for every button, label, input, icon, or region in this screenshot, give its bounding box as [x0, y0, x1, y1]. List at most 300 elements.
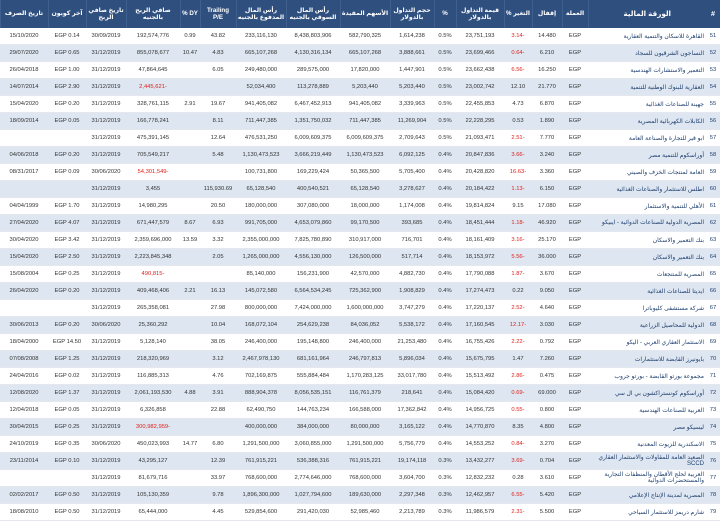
table-row[interactable]: [0, 419, 720, 436]
currency-cell: EGP: [562, 28, 588, 45]
currency-cell: EGP: [562, 317, 588, 334]
table-row[interactable]: [0, 62, 720, 79]
trade-value-usd-cell: 23,751,193: [456, 28, 504, 45]
row-index: 52: [706, 45, 720, 62]
table-row[interactable]: [0, 181, 720, 198]
security-name-link[interactable]: شركة مستشفى كليوباترا: [588, 300, 706, 317]
table-row[interactable]: [0, 436, 720, 453]
listed-shares-cell: 52,985,460: [340, 504, 390, 521]
trade-volume-usd-cell: 3,278,627: [390, 181, 434, 198]
change-percent-cell: -5.56: [504, 249, 532, 266]
row-index: 72: [706, 385, 720, 402]
pe-cell: 16.13: [200, 283, 236, 300]
dy-cell: 10.47: [180, 45, 200, 62]
close-price-cell: 9.050: [532, 283, 562, 300]
paid-capital-cell: 180,000,000: [236, 198, 286, 215]
trade-volume-usd-cell: 33,017,780: [390, 368, 434, 385]
coupon-cell: [48, 181, 86, 198]
pe-cell: 3.12: [200, 351, 236, 368]
change-percent-cell: -6.55: [504, 487, 532, 504]
net-profit-cell: 6,326,858: [126, 402, 180, 419]
net-profit-cell: 25,360,292: [126, 317, 180, 334]
dy-cell: [180, 164, 200, 181]
paid-capital-cell: 85,140,000: [236, 266, 286, 283]
net-profit-cell: 2,061,193,530: [126, 385, 180, 402]
dy-cell: 13.59: [180, 232, 200, 249]
dy-cell: [180, 368, 200, 385]
currency-cell: EGP: [562, 266, 588, 283]
security-name-link[interactable]: الأهلي للتنمية والاستثمار: [588, 198, 706, 215]
listed-shares-cell: 5,203,440: [340, 79, 390, 96]
table-row[interactable]: [0, 470, 720, 487]
coupon-cell: EGP 2.90: [48, 79, 86, 96]
market-cap-cell: 3,060,855,000: [286, 436, 340, 453]
header-currency[interactable]: العملة: [562, 0, 588, 28]
paid-capital-cell: 941,405,082: [236, 96, 286, 113]
header-dy[interactable]: DY %: [180, 0, 200, 28]
security-name-link[interactable]: العامة لمنتجات الخزف والصيني: [588, 164, 706, 181]
pay-date-cell: 15/10/2020: [0, 28, 48, 45]
percent-cell: 0.4%: [434, 385, 456, 402]
net-profit-cell: 705,549,217: [126, 147, 180, 164]
trade-value-usd-cell: 14,770,870: [456, 419, 504, 436]
pay-date-cell: [0, 470, 48, 487]
profit-date-cell: 31/12/2019: [86, 504, 126, 521]
percent-cell: 0.4%: [434, 419, 456, 436]
listed-shares-cell: 582,790,325: [340, 28, 390, 45]
security-name-link[interactable]: العربية لحلج الأقطان والمنظفات التجارية والمستحضرات الدوائية: [588, 470, 706, 487]
table-row[interactable]: [0, 368, 720, 385]
security-name-link[interactable]: المصرية لمدينة الإنتاج الإعلامي: [588, 487, 706, 504]
pe-cell: 38.05: [200, 334, 236, 351]
dy-cell: [180, 79, 200, 96]
profit-date-cell: 31/12/2019: [86, 300, 126, 317]
profit-date-cell: 31/12/2019: [86, 79, 126, 96]
security-name-link[interactable]: الاستثمار العقاري العربي - اليكو: [588, 334, 706, 351]
trade-value-usd-cell: 21,093,471: [456, 130, 504, 147]
profit-date-cell: 31/12/2019: [86, 487, 126, 504]
currency-cell: EGP: [562, 198, 588, 215]
security-name-link[interactable]: مجموعة بورتو القابضة - بورتو جروب: [588, 368, 706, 385]
change-percent-cell: 1.47: [504, 351, 532, 368]
pay-date-cell: 24/04/2016: [0, 368, 48, 385]
table-row[interactable]: [0, 504, 720, 521]
trade-value-usd-cell: 23,002,742: [456, 79, 504, 96]
trade-value-usd-cell: 17,790,088: [456, 266, 504, 283]
listed-shares-cell: 50,365,500: [340, 164, 390, 181]
listed-shares-cell: 166,588,000: [340, 402, 390, 419]
paid-capital-cell: 702,169,875: [236, 368, 286, 385]
header-coupon[interactable]: آخر كوبون: [48, 0, 86, 28]
listed-shares-cell: 17,820,000: [340, 62, 390, 79]
table-row[interactable]: [0, 351, 720, 368]
table-row[interactable]: [0, 130, 720, 147]
pe-cell: 22.88: [200, 402, 236, 419]
close-price-cell: 6.150: [532, 181, 562, 198]
dy-cell: 2.91: [180, 96, 200, 113]
table-row[interactable]: [0, 317, 720, 334]
security-name-link[interactable]: ليسيكو مصر: [588, 419, 706, 436]
trade-volume-usd-cell: 3,888,661: [390, 45, 434, 62]
coupon-cell: EGP 4.07: [48, 215, 86, 232]
coupon-cell: EGP 0.05: [48, 402, 86, 419]
net-profit-cell: 5,128,140: [126, 334, 180, 351]
percent-cell: 0.3%: [434, 504, 456, 521]
security-name-link[interactable]: العربية للصناعات الهندسية: [588, 402, 706, 419]
dy-cell: [180, 249, 200, 266]
table-row[interactable]: [0, 385, 720, 402]
pay-date-cell: 29/07/2020: [0, 45, 48, 62]
trade-volume-usd-cell: 2,709,643: [390, 130, 434, 147]
coupon-cell: EGP 0.25: [48, 419, 86, 436]
change-percent-cell: -0.55: [504, 402, 532, 419]
currency-cell: EGP: [562, 300, 588, 317]
security-name-link[interactable]: ايديتا للصناعات الغذائية: [588, 283, 706, 300]
row-index: 53: [706, 62, 720, 79]
profit-date-cell: 31/12/2019: [86, 470, 126, 487]
security-name-link[interactable]: القاهرة للاسكان والتنمية العقارية: [588, 28, 706, 45]
percent-cell: 0.4%: [434, 334, 456, 351]
market-cap-cell: 156,231,900: [286, 266, 340, 283]
dy-cell: [180, 62, 200, 79]
trade-volume-usd-cell: 5,896,034: [390, 351, 434, 368]
row-index: 66: [706, 283, 720, 300]
market-cap-cell: 536,388,316: [286, 453, 340, 470]
header-volume-usd[interactable]: حجم التداول بالدولار: [390, 0, 434, 28]
close-price-cell: 3.270: [532, 436, 562, 453]
trade-value-usd-cell: 12,832,232: [456, 470, 504, 487]
table-row[interactable]: [0, 198, 720, 215]
pe-cell: [200, 266, 236, 283]
table-row[interactable]: [0, 249, 720, 266]
pe-cell: [200, 164, 236, 181]
row-index: 67: [706, 300, 720, 317]
dy-cell: [180, 181, 200, 198]
pe-cell: 6.93: [200, 215, 236, 232]
trade-value-usd-cell: 11,986,579: [456, 504, 504, 521]
change-percent-cell: -3.69: [504, 453, 532, 470]
listed-shares-cell: 1,600,000,000: [340, 300, 390, 317]
net-profit-cell: 81,679,716: [126, 470, 180, 487]
trade-volume-usd-cell: 1,174,008: [390, 198, 434, 215]
security-name-link[interactable]: الصعيد العامة للمقاولات والاستثمار العقاري SCCD: [588, 453, 706, 470]
pe-cell: 4.76: [200, 368, 236, 385]
header-change[interactable]: التغير %: [504, 0, 532, 28]
trade-value-usd-cell: 13,432,277: [456, 453, 504, 470]
header-profit-date[interactable]: تاريخ صافي الربح: [86, 0, 126, 28]
pe-cell: 2.05: [200, 249, 236, 266]
table-row[interactable]: [0, 164, 720, 181]
market-cap-cell: 144,763,234: [286, 402, 340, 419]
trade-volume-usd-cell: 716,701: [390, 232, 434, 249]
percent-cell: 0.5%: [434, 130, 456, 147]
trade-value-usd-cell: 18,153,972: [456, 249, 504, 266]
header-pct[interactable]: %: [434, 0, 456, 28]
currency-cell: EGP: [562, 283, 588, 300]
table-row[interactable]: [0, 334, 720, 351]
market-cap-cell: 289,575,000: [286, 62, 340, 79]
pay-date-cell: 24/10/2019: [0, 436, 48, 453]
change-percent-cell: -0.69: [504, 385, 532, 402]
security-name-link[interactable]: الدولية للمحاصيل الزراعية: [588, 317, 706, 334]
row-index: 79: [706, 504, 720, 521]
coupon-cell: EGP 0.02: [48, 368, 86, 385]
close-price-cell: 0.800: [532, 402, 562, 419]
close-price-cell: 4.640: [532, 300, 562, 317]
paid-capital-cell: 888,904,378: [236, 385, 286, 402]
coupon-cell: EGP 0.10: [48, 453, 86, 470]
dy-cell: [180, 453, 200, 470]
trade-volume-usd-cell: 11,269,904: [390, 113, 434, 130]
dy-cell: [180, 419, 200, 436]
paid-capital-cell: 100,731,800: [236, 164, 286, 181]
trade-value-usd-cell: 14,553,252: [456, 436, 504, 453]
paid-capital-cell: 761,915,221: [236, 453, 286, 470]
change-percent-cell: 12.10: [504, 79, 532, 96]
market-cap-cell: 1,351,750,032: [286, 113, 340, 130]
trade-volume-usd-cell: 19,174,118: [390, 453, 434, 470]
security-name-link[interactable]: المصرية الدولية للصناعات الدوائية - ايبيكو: [588, 215, 706, 232]
close-price-cell: 6.210: [532, 45, 562, 62]
row-index: 59: [706, 164, 720, 181]
change-percent-cell: 0.53: [504, 113, 532, 130]
listed-shares-cell: 711,447,385: [340, 113, 390, 130]
net-profit-cell: 192,574,776: [126, 28, 180, 45]
pe-cell: 19.67: [200, 96, 236, 113]
percent-cell: 0.4%: [434, 283, 456, 300]
security-name-link[interactable]: العقارية للبنوك الوطنية للتنمية: [588, 79, 706, 96]
trade-volume-usd-cell: 5,705,400: [390, 164, 434, 181]
security-name-link[interactable]: ابو قير للتجارة والصناعة العامة: [588, 130, 706, 147]
profit-date-cell: 31/12/2019: [86, 283, 126, 300]
listed-shares-cell: 189,630,000: [340, 487, 390, 504]
listed-shares-cell: 6,009,609,375: [340, 130, 390, 147]
security-name-link[interactable]: التعمير والاستشارات الهندسية: [588, 62, 706, 79]
coupon-cell: EGP 0.09: [48, 164, 86, 181]
pe-cell: 9.78: [200, 487, 236, 504]
profit-date-cell: 31/12/2019: [86, 453, 126, 470]
market-cap-cell: 1,027,794,600: [286, 487, 340, 504]
change-percent-cell: -2.31: [504, 504, 532, 521]
table-row[interactable]: [0, 487, 720, 504]
close-price-cell: 3.610: [532, 470, 562, 487]
security-name-link[interactable]: الاسكندرية للزيوت المعدنية: [588, 436, 706, 453]
net-profit-cell: 47,864,645: [126, 62, 180, 79]
listed-shares-cell: 1,170,283,125: [340, 368, 390, 385]
change-percent-cell: 4.73: [504, 96, 532, 113]
table-row[interactable]: [0, 45, 720, 62]
table-row[interactable]: [0, 215, 720, 232]
profit-date-cell: 31/12/2019: [86, 113, 126, 130]
pay-date-cell: 08/31/2017: [0, 164, 48, 181]
percent-cell: 0.3%: [434, 470, 456, 487]
pe-cell: 4.45: [200, 504, 236, 521]
listed-shares-cell: 18,000,000: [340, 198, 390, 215]
close-price-cell: 1.890: [532, 113, 562, 130]
close-price-cell: 0.792: [532, 334, 562, 351]
dy-cell: [180, 402, 200, 419]
profit-date-cell: 30/06/2020: [86, 164, 126, 181]
row-index: 65: [706, 266, 720, 283]
currency-cell: EGP: [562, 487, 588, 504]
security-name-link[interactable]: النساجون الشرقيون للسجاد: [588, 45, 706, 62]
currency-cell: EGP: [562, 164, 588, 181]
row-index: 77: [706, 470, 720, 487]
pay-date-cell: 04/04/1999: [0, 198, 48, 215]
change-percent-cell: 8.35: [504, 419, 532, 436]
trade-value-usd-cell: 23,662,438: [456, 62, 504, 79]
paid-capital-cell: 768,600,000: [236, 470, 286, 487]
market-cap-cell: 4,130,316,134: [286, 45, 340, 62]
listed-shares-cell: 768,600,000: [340, 470, 390, 487]
security-name-link[interactable]: أوراسكوم كونستراكشون بي ال سي: [588, 385, 706, 402]
paid-capital-cell: 665,107,268: [236, 45, 286, 62]
coupon-cell: EGP 0.50: [48, 504, 86, 521]
change-percent-cell: -2.51: [504, 130, 532, 147]
trade-value-usd-cell: 17,274,473: [456, 283, 504, 300]
currency-cell: EGP: [562, 419, 588, 436]
row-index: 51: [706, 28, 720, 45]
profit-date-cell: 31/12/2019: [86, 249, 126, 266]
currency-cell: EGP: [562, 504, 588, 521]
dy-cell: 14.77: [180, 436, 200, 453]
pay-date-cell: 18/04/2000: [0, 334, 48, 351]
currency-cell: EGP: [562, 334, 588, 351]
trade-volume-usd-cell: 5,203,440: [390, 79, 434, 96]
close-price-cell: 14.480: [532, 28, 562, 45]
row-index: 69: [706, 334, 720, 351]
paid-capital-cell: 991,705,000: [236, 215, 286, 232]
trade-volume-usd-cell: 1,614,238: [390, 28, 434, 45]
table-row[interactable]: [0, 453, 720, 470]
listed-shares-cell: 80,000,000: [340, 419, 390, 436]
security-name-link[interactable]: شارم دريمز للاستثمار السياحي: [588, 504, 706, 521]
trade-value-usd-cell: 15,084,420: [456, 385, 504, 402]
row-index: 75: [706, 436, 720, 453]
close-price-cell: 46.920: [532, 215, 562, 232]
coupon-cell: EGP 0.20: [48, 96, 86, 113]
pay-date-cell: 15/08/2004: [0, 266, 48, 283]
security-name-link[interactable]: بنك التعمير والاسكان: [588, 249, 706, 266]
dy-cell: [180, 113, 200, 130]
trade-volume-usd-cell: 2,297,348: [390, 487, 434, 504]
table-row[interactable]: [0, 402, 720, 419]
market-cap-cell: 7,825,780,890: [286, 232, 340, 249]
security-name-link[interactable]: أوراسكوم للتنمية مصر: [588, 147, 706, 164]
header-value-usd[interactable]: قيمة التداول بالدولار: [456, 0, 504, 28]
header-listed-shares[interactable]: الأسهم المقيدة: [340, 0, 390, 28]
header-paid-capital[interactable]: رأس المال المدفوع بالجنيه: [236, 0, 286, 28]
market-cap-cell: 307,080,000: [286, 198, 340, 215]
net-profit-cell: 14,980,295: [126, 198, 180, 215]
header-close[interactable]: إقفال: [532, 0, 562, 28]
pay-date-cell: 26/04/2018: [0, 62, 48, 79]
security-name-link[interactable]: اطلس للاستثمار والصناعات الغذائية: [588, 181, 706, 198]
header-name[interactable]: الورقة المالية: [588, 0, 706, 28]
security-name-link[interactable]: الكابلات الكهربائية المصرية: [588, 113, 706, 130]
header-market-cap[interactable]: رأس المال السوقي بالجنيه: [286, 0, 340, 28]
coupon-cell: EGP 0.20: [48, 317, 86, 334]
currency-cell: EGP: [562, 453, 588, 470]
change-percent-cell: -1.18: [504, 215, 532, 232]
security-name-link[interactable]: بنك التعمير والاسكان: [588, 232, 706, 249]
percent-cell: 0.4%: [434, 300, 456, 317]
trade-value-usd-cell: 15,513,492: [456, 368, 504, 385]
pay-date-cell: 30/04/2015: [0, 419, 48, 436]
table-row[interactable]: [0, 147, 720, 164]
dy-cell: [180, 266, 200, 283]
header-net-profit[interactable]: صافي الربح بالجنيه: [126, 0, 180, 28]
table-row[interactable]: [0, 96, 720, 113]
pay-date-cell: 12/08/2020: [0, 385, 48, 402]
coupon-cell: EGP 1.37: [48, 385, 86, 402]
security-name-link[interactable]: جهينة للصناعات الغذائية: [588, 96, 706, 113]
table-row[interactable]: [0, 232, 720, 249]
header-pay-date[interactable]: تاريخ الصرف: [0, 0, 48, 28]
percent-cell: 0.4%: [434, 198, 456, 215]
row-index: 55: [706, 96, 720, 113]
table-row[interactable]: [0, 266, 720, 283]
percent-cell: 0.4%: [434, 266, 456, 283]
profit-date-cell: 31/12/2019: [86, 62, 126, 79]
coupon-cell: EGP 0.20: [48, 283, 86, 300]
listed-shares-cell: 1,291,500,000: [340, 436, 390, 453]
listed-shares-cell: 99,170,500: [340, 215, 390, 232]
table-row[interactable]: [0, 79, 720, 96]
table-row[interactable]: [0, 283, 720, 300]
close-price-cell: 7.260: [532, 351, 562, 368]
security-name-link[interactable]: المصرية للمنتجعات: [588, 266, 706, 283]
profit-date-cell: 31/12/2019: [86, 215, 126, 232]
change-percent-cell: -1.87: [504, 266, 532, 283]
change-percent-cell: -6.56: [504, 62, 532, 79]
trade-volume-usd-cell: 3,747,279: [390, 300, 434, 317]
listed-shares-cell: 246,400,000: [340, 334, 390, 351]
trade-volume-usd-cell: 4,882,730: [390, 266, 434, 283]
net-profit-cell: 855,078,677: [126, 45, 180, 62]
listed-shares-cell: 725,362,900: [340, 283, 390, 300]
header-idx[interactable]: #: [706, 0, 720, 28]
paid-capital-cell: 62,490,750: [236, 402, 286, 419]
net-profit-cell: 265,358,081: [126, 300, 180, 317]
security-name-link[interactable]: بايونيرز القابضة للاستثمارات: [588, 351, 706, 368]
pay-date-cell: 04/06/2018: [0, 147, 48, 164]
dy-cell: [180, 487, 200, 504]
row-index: 74: [706, 419, 720, 436]
table-row[interactable]: [0, 113, 720, 130]
profit-date-cell: 31/12/2019: [86, 232, 126, 249]
percent-cell: 0.5%: [434, 45, 456, 62]
coupon-cell: [48, 300, 86, 317]
table-row[interactable]: [0, 28, 720, 45]
trade-value-usd-cell: 14,956,725: [456, 402, 504, 419]
pe-cell: 6.80: [200, 436, 236, 453]
coupon-cell: [48, 130, 86, 147]
close-price-cell: 4.800: [532, 419, 562, 436]
table-row[interactable]: [0, 300, 720, 317]
pe-cell: 43.82: [200, 28, 236, 45]
close-price-cell: 3.360: [532, 164, 562, 181]
pay-date-cell: [0, 300, 48, 317]
percent-cell: 0.5%: [434, 28, 456, 45]
percent-cell: 0.5%: [434, 62, 456, 79]
currency-cell: EGP: [562, 249, 588, 266]
close-price-cell: 25.170: [532, 232, 562, 249]
net-profit-cell: 328,761,115: [126, 96, 180, 113]
profit-date-cell: 30/06/2020: [86, 317, 126, 334]
header-pe[interactable]: Trailing P/E: [200, 0, 236, 28]
profit-date-cell: 31/12/2019: [86, 96, 126, 113]
